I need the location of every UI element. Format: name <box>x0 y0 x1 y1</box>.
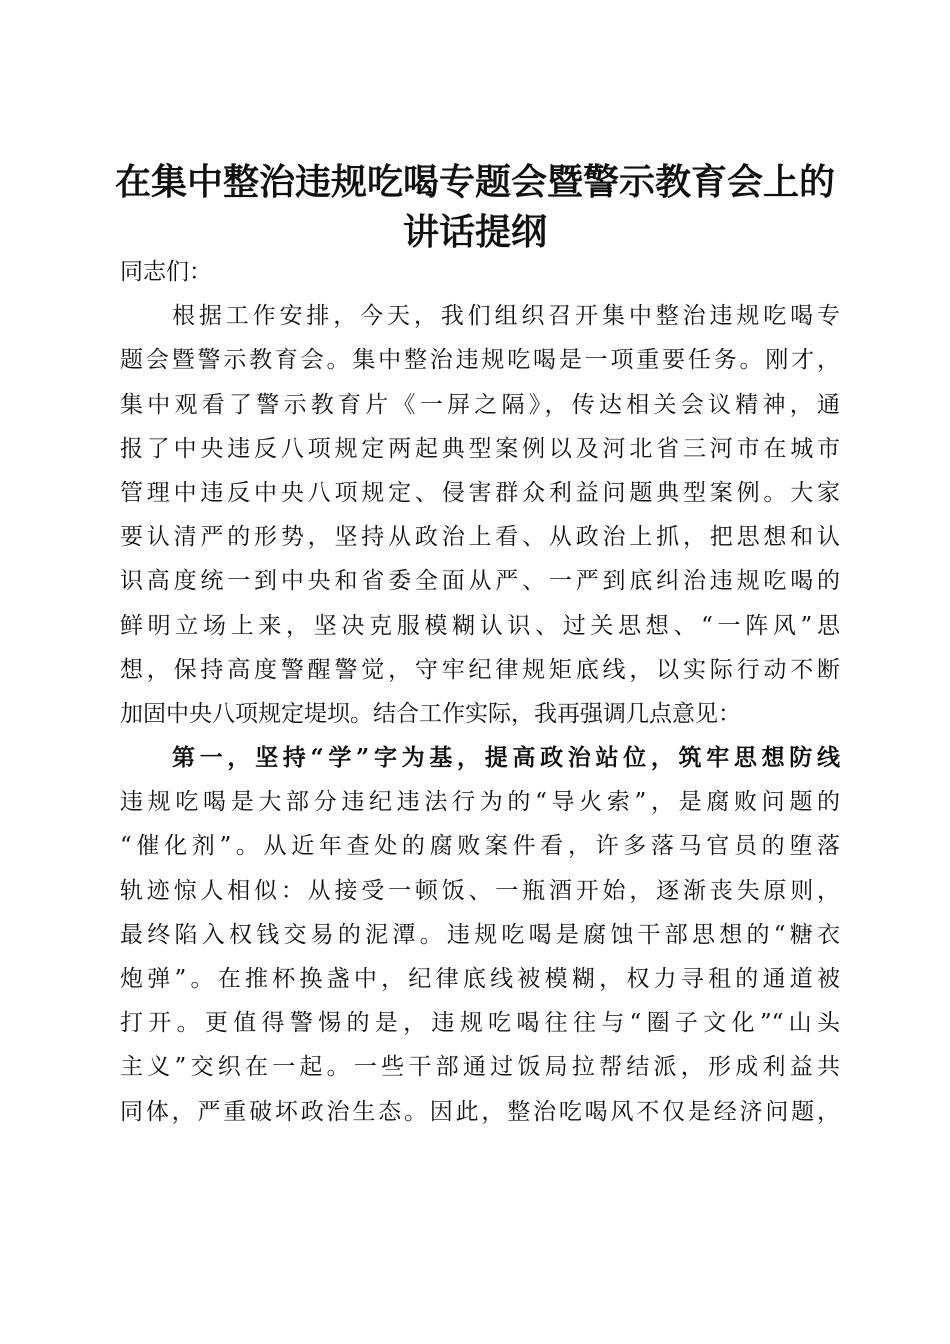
section-heading-1: 第一，坚持“学”字为基，提高政治站位，筑牢思想防线 <box>172 744 840 772</box>
paragraph-line: 鲜明立场上来，坚决克服模糊认识、过关思想、“一阵风”思 <box>120 612 840 639</box>
paragraph-line: “催化剂”。从近年查处的腐败案件看，许多落马官员的堕落 <box>120 833 840 860</box>
paragraph-line: 主义”交织在一起。一些干部通过饭局拉帮结派，形成利益共 <box>120 1054 840 1081</box>
paragraph-intro <box>120 294 840 736</box>
paragraph-line: 根据工作安排，今天，我们组织召开集中整治违规吃喝专 <box>172 303 840 330</box>
paragraph-line: 报了中央违反八项规定两起典型案例以及河北省三河市在城市 <box>120 435 840 462</box>
paragraph-line: 炮弹”。在推杯换盏中，纪律底线被模糊，权力寻租的通道被 <box>120 966 840 992</box>
document-body <box>120 250 840 1134</box>
paragraph-line: 加固中央八项规定堤坝。结合工作实际，我再强调几点意见： <box>120 700 741 727</box>
title-line-2: 讲话提纲 <box>402 211 547 254</box>
paragraph-line: 违规吃喝是大部分违纪违法行为的“导火索”，是腐败问题的 <box>120 789 840 816</box>
paragraph-line: 同体，严重破坏政治生态。因此，整治吃喝风不仅是经济问题， <box>120 1098 840 1125</box>
paragraph-line: 轨迹惊人相似：从接受一顿饭、一瓶酒开始，逐渐丧失原则， <box>120 877 840 904</box>
document-title <box>90 157 860 257</box>
paragraph-line: 要认清严的形势，坚持从政治上看、从政治上抓，把思想和认 <box>120 524 840 551</box>
paragraph-line: 最终陷入权钱交易的泥潭。违规吃喝是腐蚀干部思想的“糖衣 <box>120 921 840 948</box>
paragraph-line: 管理中违反中央八项规定、侵害群众利益问题典型案例。大家 <box>120 479 840 506</box>
title-line-1: 在集中整治违规吃喝专题会暨警示教育会上的 <box>114 161 835 204</box>
paragraph-line: 想，保持高度警醒警觉，守牢纪律规矩底线，以实际行动不断 <box>120 656 840 683</box>
paragraph-line: 集中观看了警示教育片《一屏之隔》，传达相关会议精神，通 <box>120 391 840 418</box>
paragraph-section-1 <box>120 780 840 1134</box>
paragraph-line: 打开。更值得警惕的是，违规吃喝往往与“圈子文化”“山头 <box>120 1010 840 1037</box>
paragraph-line: 识高度统一到中央和省委全面从严、一严到底纠治违规吃喝的 <box>120 568 840 595</box>
paragraph-line: 题会暨警示教育会。集中整治违规吃喝是一项重要任务。刚才， <box>120 347 840 374</box>
salutation: 同志们： <box>120 259 212 285</box>
